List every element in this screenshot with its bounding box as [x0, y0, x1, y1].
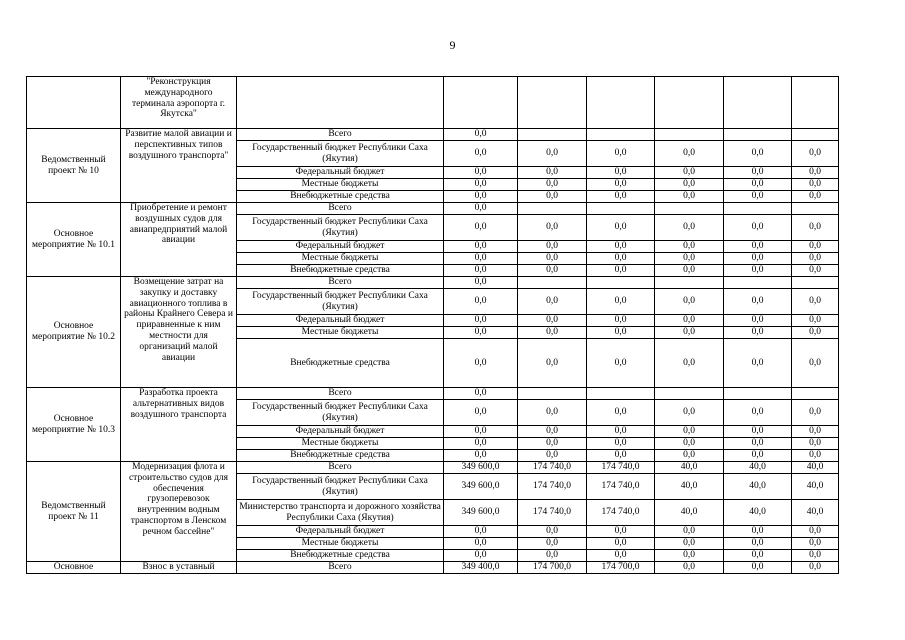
- value-cell: 0,0: [444, 438, 518, 450]
- group-cell: Основное мероприятие № 10.2: [27, 277, 121, 388]
- value-cell: 0,0: [724, 289, 792, 315]
- value-cell: 0,0: [724, 167, 792, 179]
- value-cell: 0,0: [518, 426, 587, 438]
- value-cell: 349 400,0: [444, 562, 518, 574]
- value-cell: [655, 277, 724, 289]
- value-cell: 0,0: [724, 179, 792, 191]
- value-cell: [792, 129, 839, 141]
- value-cell: 0,0: [518, 167, 587, 179]
- value-cell: 0,0: [518, 289, 587, 315]
- value-cell: 40,0: [655, 462, 724, 474]
- source-cell: Государственный бюджет Республики Саха (Якутия): [237, 289, 444, 315]
- value-cell: 0,0: [724, 400, 792, 426]
- value-cell: 0,0: [587, 241, 655, 253]
- value-cell: 0,0: [792, 253, 839, 265]
- source-cell: Федеральный бюджет: [237, 426, 444, 438]
- value-cell: [792, 277, 839, 289]
- value-cell: [724, 129, 792, 141]
- value-cell: 0,0: [655, 167, 724, 179]
- value-cell: 0,0: [444, 215, 518, 241]
- value-cell: 0,0: [792, 289, 839, 315]
- group-cell: [27, 77, 121, 129]
- value-cell: 0,0: [724, 191, 792, 203]
- value-cell: 0,0: [587, 253, 655, 265]
- value-cell: [655, 129, 724, 141]
- value-cell: 174 740,0: [518, 500, 587, 526]
- source-cell: Федеральный бюджет: [237, 241, 444, 253]
- value-cell: [587, 388, 655, 400]
- value-cell: 0,0: [518, 265, 587, 277]
- value-cell: 0,0: [792, 179, 839, 191]
- value-cell: 0,0: [444, 241, 518, 253]
- value-cell: 0,0: [655, 562, 724, 574]
- value-cell: 0,0: [518, 339, 587, 388]
- value-cell: 0,0: [792, 167, 839, 179]
- value-cell: 0,0: [792, 438, 839, 450]
- value-cell: 0,0: [587, 191, 655, 203]
- value-cell: 0,0: [792, 241, 839, 253]
- value-cell: 0,0: [587, 550, 655, 562]
- budget-table-body: [27, 77, 839, 574]
- value-cell: [724, 77, 792, 129]
- value-cell: 174 700,0: [587, 562, 655, 574]
- value-cell: 0,0: [518, 191, 587, 203]
- value-cell: 0,0: [724, 526, 792, 538]
- value-cell: 0,0: [655, 339, 724, 388]
- value-cell: 0,0: [724, 327, 792, 339]
- table-row: [27, 77, 839, 129]
- value-cell: 40,0: [724, 474, 792, 500]
- value-cell: 0,0: [724, 253, 792, 265]
- value-cell: 0,0: [518, 327, 587, 339]
- table-row: [27, 203, 839, 215]
- table-row: [27, 129, 839, 141]
- value-cell: 0,0: [587, 289, 655, 315]
- value-cell: 0,0: [655, 526, 724, 538]
- value-cell: 0,0: [655, 265, 724, 277]
- value-cell: 174 740,0: [518, 462, 587, 474]
- value-cell: 0,0: [518, 179, 587, 191]
- value-cell: 0,0: [444, 327, 518, 339]
- value-cell: 0,0: [724, 550, 792, 562]
- value-cell: 0,0: [655, 426, 724, 438]
- value-cell: 0,0: [518, 526, 587, 538]
- value-cell: 0,0: [724, 265, 792, 277]
- table-row: [27, 388, 839, 400]
- source-cell: Всего: [237, 203, 444, 215]
- value-cell: [655, 77, 724, 129]
- value-cell: [518, 388, 587, 400]
- value-cell: 0,0: [518, 253, 587, 265]
- value-cell: 0,0: [792, 426, 839, 438]
- value-cell: [587, 129, 655, 141]
- value-cell: 0,0: [587, 179, 655, 191]
- value-cell: 0,0: [792, 550, 839, 562]
- value-cell: [792, 203, 839, 215]
- value-cell: 0,0: [444, 129, 518, 141]
- value-cell: 0,0: [587, 265, 655, 277]
- table-row: [27, 462, 839, 474]
- value-cell: [792, 77, 839, 129]
- source-cell: Всего: [237, 562, 444, 574]
- group-cell: Ведомственный проект № 11: [27, 462, 121, 562]
- value-cell: 0,0: [518, 215, 587, 241]
- value-cell: 174 740,0: [587, 474, 655, 500]
- value-cell: 0,0: [792, 265, 839, 277]
- source-cell: Федеральный бюджет: [237, 315, 444, 327]
- value-cell: 40,0: [655, 500, 724, 526]
- budget-table: [26, 76, 839, 574]
- source-cell: Всего: [237, 388, 444, 400]
- value-cell: 0,0: [724, 450, 792, 462]
- value-cell: 0,0: [444, 277, 518, 289]
- value-cell: 0,0: [518, 438, 587, 450]
- value-cell: 0,0: [587, 215, 655, 241]
- source-cell: Местные бюджеты: [237, 327, 444, 339]
- value-cell: 0,0: [587, 141, 655, 167]
- value-cell: 0,0: [444, 538, 518, 550]
- value-cell: 0,0: [444, 203, 518, 215]
- value-cell: 0,0: [724, 339, 792, 388]
- value-cell: 0,0: [655, 191, 724, 203]
- value-cell: 0,0: [587, 526, 655, 538]
- value-cell: 0,0: [792, 327, 839, 339]
- value-cell: 0,0: [655, 179, 724, 191]
- value-cell: 0,0: [655, 438, 724, 450]
- value-cell: [792, 388, 839, 400]
- value-cell: 0,0: [655, 289, 724, 315]
- source-cell: Государственный бюджет Республики Саха (Якутия): [237, 215, 444, 241]
- source-cell: Внебюджетные средства: [237, 265, 444, 277]
- value-cell: [724, 277, 792, 289]
- value-cell: 0,0: [724, 215, 792, 241]
- value-cell: 0,0: [444, 265, 518, 277]
- value-cell: 349 600,0: [444, 474, 518, 500]
- value-cell: 0,0: [724, 438, 792, 450]
- activity-name-cell: "Реконструкция международного терминала аэропорта г. Якутска": [121, 77, 237, 129]
- value-cell: 0,0: [587, 426, 655, 438]
- value-cell: 0,0: [518, 538, 587, 550]
- value-cell: 349 600,0: [444, 462, 518, 474]
- source-cell: Внебюджетные средства: [237, 450, 444, 462]
- group-cell: Ведомственный проект № 10: [27, 129, 121, 203]
- value-cell: 349 600,0: [444, 500, 518, 526]
- activity-name-cell: Развитие малой авиации и перспективных типов воздушного транспорта": [121, 129, 237, 203]
- value-cell: 0,0: [724, 315, 792, 327]
- value-cell: 174 740,0: [587, 462, 655, 474]
- value-cell: 0,0: [587, 167, 655, 179]
- value-cell: 0,0: [518, 450, 587, 462]
- source-cell: Внебюджетные средства: [237, 550, 444, 562]
- value-cell: 0,0: [444, 526, 518, 538]
- value-cell: [518, 77, 587, 129]
- value-cell: [518, 277, 587, 289]
- value-cell: 0,0: [444, 289, 518, 315]
- source-cell: Министерство транспорта и дорожного хозяйства Республики Саха (Якутия): [237, 500, 444, 526]
- value-cell: 0,0: [444, 191, 518, 203]
- value-cell: 0,0: [655, 400, 724, 426]
- value-cell: 0,0: [518, 400, 587, 426]
- value-cell: [587, 203, 655, 215]
- source-cell: Государственный бюджет Республики Саха (Якутия): [237, 400, 444, 426]
- value-cell: 0,0: [655, 253, 724, 265]
- value-cell: 0,0: [655, 538, 724, 550]
- source-cell: Государственный бюджет Республики Саха (Якутия): [237, 474, 444, 500]
- activity-name-cell: Модернизация флота и строительство судов для обеспечения грузоперевозок внутренним водным транспортом в Ленском речном бассейне": [121, 462, 237, 562]
- value-cell: [587, 77, 655, 129]
- value-cell: 0,0: [518, 550, 587, 562]
- value-cell: [518, 203, 587, 215]
- source-cell: Местные бюджеты: [237, 179, 444, 191]
- value-cell: 0,0: [518, 141, 587, 167]
- value-cell: 0,0: [655, 327, 724, 339]
- value-cell: 0,0: [724, 241, 792, 253]
- value-cell: 0,0: [444, 141, 518, 167]
- source-cell: Государственный бюджет Республики Саха (Якутия): [237, 141, 444, 167]
- value-cell: 0,0: [444, 167, 518, 179]
- source-cell: Федеральный бюджет: [237, 167, 444, 179]
- source-cell: Внебюджетные средства: [237, 339, 444, 388]
- value-cell: 0,0: [792, 191, 839, 203]
- value-cell: 0,0: [792, 400, 839, 426]
- activity-name-cell: Разработка проекта альтернативных видов воздушного транспорта: [121, 388, 237, 462]
- value-cell: [724, 388, 792, 400]
- value-cell: [587, 277, 655, 289]
- value-cell: 0,0: [587, 400, 655, 426]
- value-cell: 174 700,0: [518, 562, 587, 574]
- value-cell: 0,0: [587, 438, 655, 450]
- source-cell: Федеральный бюджет: [237, 526, 444, 538]
- value-cell: 40,0: [792, 500, 839, 526]
- group-cell: Основное мероприятие № 10.3: [27, 388, 121, 462]
- value-cell: 0,0: [655, 550, 724, 562]
- value-cell: 40,0: [655, 474, 724, 500]
- value-cell: 0,0: [792, 215, 839, 241]
- value-cell: 40,0: [724, 462, 792, 474]
- value-cell: 40,0: [724, 500, 792, 526]
- group-cell: Основное мероприятие № 10.1: [27, 203, 121, 277]
- value-cell: [655, 388, 724, 400]
- value-cell: 0,0: [792, 339, 839, 388]
- value-cell: [444, 77, 518, 129]
- value-cell: 0,0: [724, 426, 792, 438]
- value-cell: 0,0: [655, 141, 724, 167]
- value-cell: 0,0: [724, 562, 792, 574]
- source-cell: Всего: [237, 462, 444, 474]
- value-cell: 0,0: [655, 315, 724, 327]
- value-cell: 0,0: [655, 241, 724, 253]
- value-cell: 0,0: [518, 241, 587, 253]
- activity-name-cell: Возмещение затрат на закупку и доставку авиационного топлива в районы Крайнего Севера и приравненные к ним местности для организаций малой авиации: [121, 277, 237, 388]
- value-cell: 0,0: [444, 426, 518, 438]
- source-cell: Местные бюджеты: [237, 538, 444, 550]
- source-cell: [237, 77, 444, 129]
- group-cell: Основное: [27, 562, 121, 574]
- value-cell: 40,0: [792, 474, 839, 500]
- value-cell: 0,0: [587, 538, 655, 550]
- value-cell: 0,0: [444, 253, 518, 265]
- value-cell: 0,0: [792, 450, 839, 462]
- value-cell: 0,0: [655, 215, 724, 241]
- value-cell: 174 740,0: [518, 474, 587, 500]
- value-cell: 0,0: [444, 450, 518, 462]
- table-row: [27, 277, 839, 289]
- value-cell: [655, 203, 724, 215]
- table-row: [27, 562, 839, 574]
- value-cell: 0,0: [792, 538, 839, 550]
- value-cell: 174 740,0: [587, 500, 655, 526]
- value-cell: 40,0: [792, 462, 839, 474]
- value-cell: 0,0: [444, 315, 518, 327]
- value-cell: 0,0: [587, 327, 655, 339]
- value-cell: 0,0: [724, 538, 792, 550]
- source-cell: Всего: [237, 129, 444, 141]
- value-cell: 0,0: [724, 141, 792, 167]
- value-cell: 0,0: [792, 526, 839, 538]
- source-cell: Внебюджетные средства: [237, 191, 444, 203]
- value-cell: 0,0: [444, 388, 518, 400]
- value-cell: [724, 203, 792, 215]
- value-cell: 0,0: [792, 141, 839, 167]
- value-cell: [518, 129, 587, 141]
- activity-name-cell: Приобретение и ремонт воздушных судов для авиапредприятий малой авиации: [121, 203, 237, 277]
- page-number: 9: [449, 38, 456, 52]
- source-cell: Всего: [237, 277, 444, 289]
- value-cell: 0,0: [444, 400, 518, 426]
- value-cell: 0,0: [587, 450, 655, 462]
- value-cell: 0,0: [792, 562, 839, 574]
- source-cell: Местные бюджеты: [237, 253, 444, 265]
- activity-name-cell: Взнос в уставный: [121, 562, 237, 574]
- value-cell: 0,0: [655, 450, 724, 462]
- value-cell: 0,0: [518, 315, 587, 327]
- source-cell: Местные бюджеты: [237, 438, 444, 450]
- value-cell: 0,0: [444, 339, 518, 388]
- value-cell: 0,0: [587, 315, 655, 327]
- value-cell: 0,0: [444, 179, 518, 191]
- value-cell: 0,0: [587, 339, 655, 388]
- value-cell: 0,0: [792, 315, 839, 327]
- value-cell: 0,0: [444, 550, 518, 562]
